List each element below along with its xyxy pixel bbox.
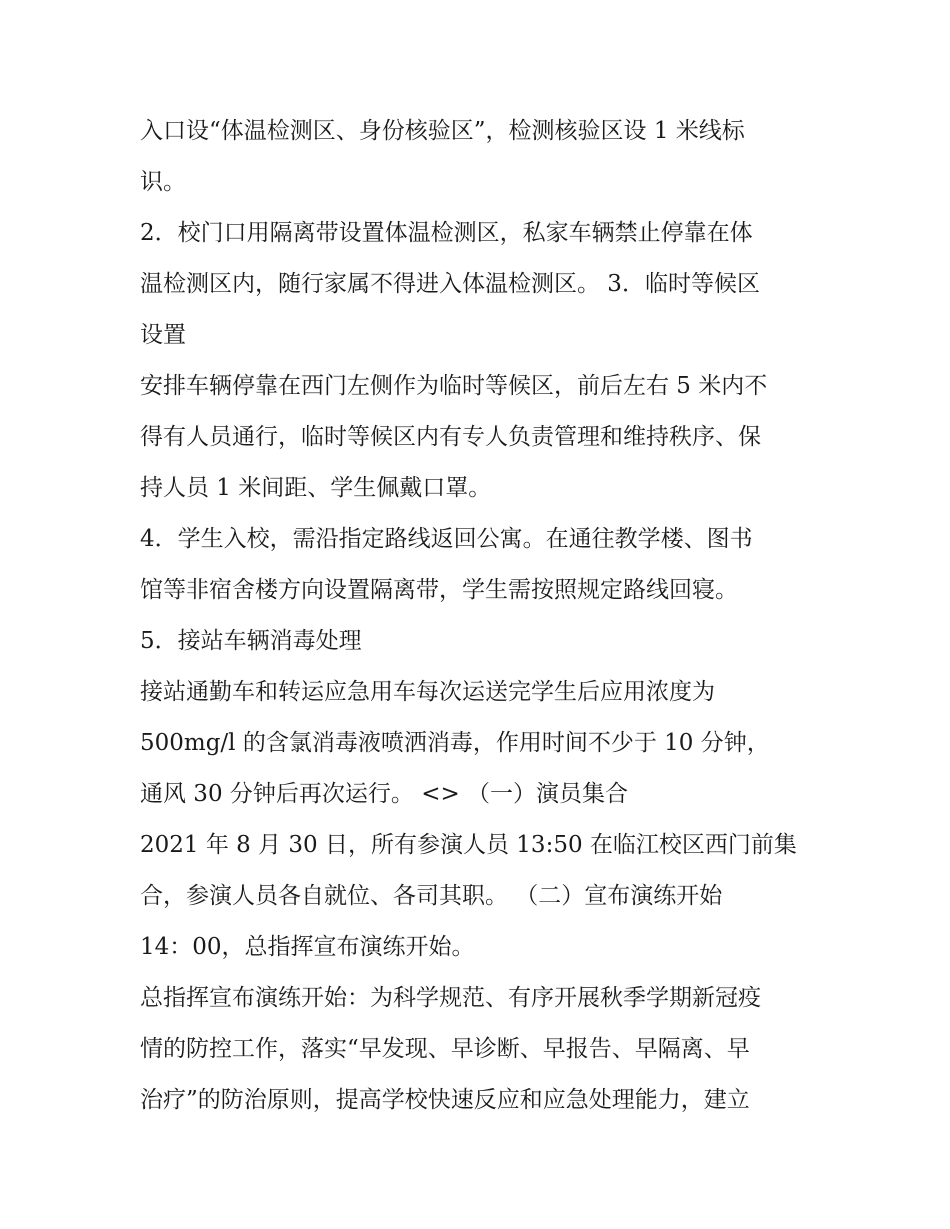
text-line-2: 识。: [140, 169, 186, 195]
text-line-20: 治疗”的防治原则，提高学校快速反应和应急处理能力，建立: [140, 1087, 750, 1113]
text-line-7: 得有人员通行，临时等候区内有专人负责管理和维持秩序、保: [140, 424, 761, 450]
text-line-14: 通风 30 分钟后再次运行。 <> （一）演员集合: [140, 781, 629, 807]
text-line-3: 2．校门口用隔离带设置体温检测区，私家车辆禁止停靠在体: [140, 220, 753, 246]
text-line-8: 持人员 1 米间距、学生佩戴口罩。: [140, 475, 492, 501]
text-line-12: 接站通勤车和转运应急用车每次运送完学生后应用浓度为: [140, 679, 715, 705]
text-line-18: 总指挥宣布演练开始：为科学规范、有序开展秋季学期新冠疫: [140, 985, 761, 1011]
text-line-9: 4．学生入校，需沿指定路线返回公寓。在通往教学楼、图书: [140, 526, 753, 552]
text-line-15: 2021 年 8 月 30 日，所有参演人员 13:50 在临江校区西门前集: [140, 832, 797, 858]
text-line-6: 安排车辆停靠在西门左侧作为临时等候区，前后左右 5 米内不: [140, 373, 768, 399]
text-line-1: 入口设“体温检测区、身份核验区”，检测核验区设 1 米线标: [140, 118, 745, 144]
text-line-4: 温检测区内，随行家属不得进入体温检测区。 3．临时等候区: [140, 271, 760, 297]
text-line-19: 情的防控工作，落实“早发现、早诊断、早报告、早隔离、早: [140, 1036, 750, 1062]
text-line-13: 500mg/l 的含氯消毒液喷洒消毒，作用时间不少于 10 分钟，: [140, 730, 770, 756]
text-line-16: 合，参演人员各自就位、各司其职。 （二）宣布演练开始: [140, 883, 723, 909]
document-body: [140, 106, 830, 1126]
text-line-17: 14：00，总指挥宣布演练开始。: [140, 934, 475, 960]
text-line-10: 馆等非宿舍楼方向设置隔离带，学生需按照规定路线回寝。: [140, 577, 738, 603]
text-line-5: 设置: [140, 322, 186, 348]
text-line-11: 5．接站车辆消毒处理: [140, 628, 362, 654]
